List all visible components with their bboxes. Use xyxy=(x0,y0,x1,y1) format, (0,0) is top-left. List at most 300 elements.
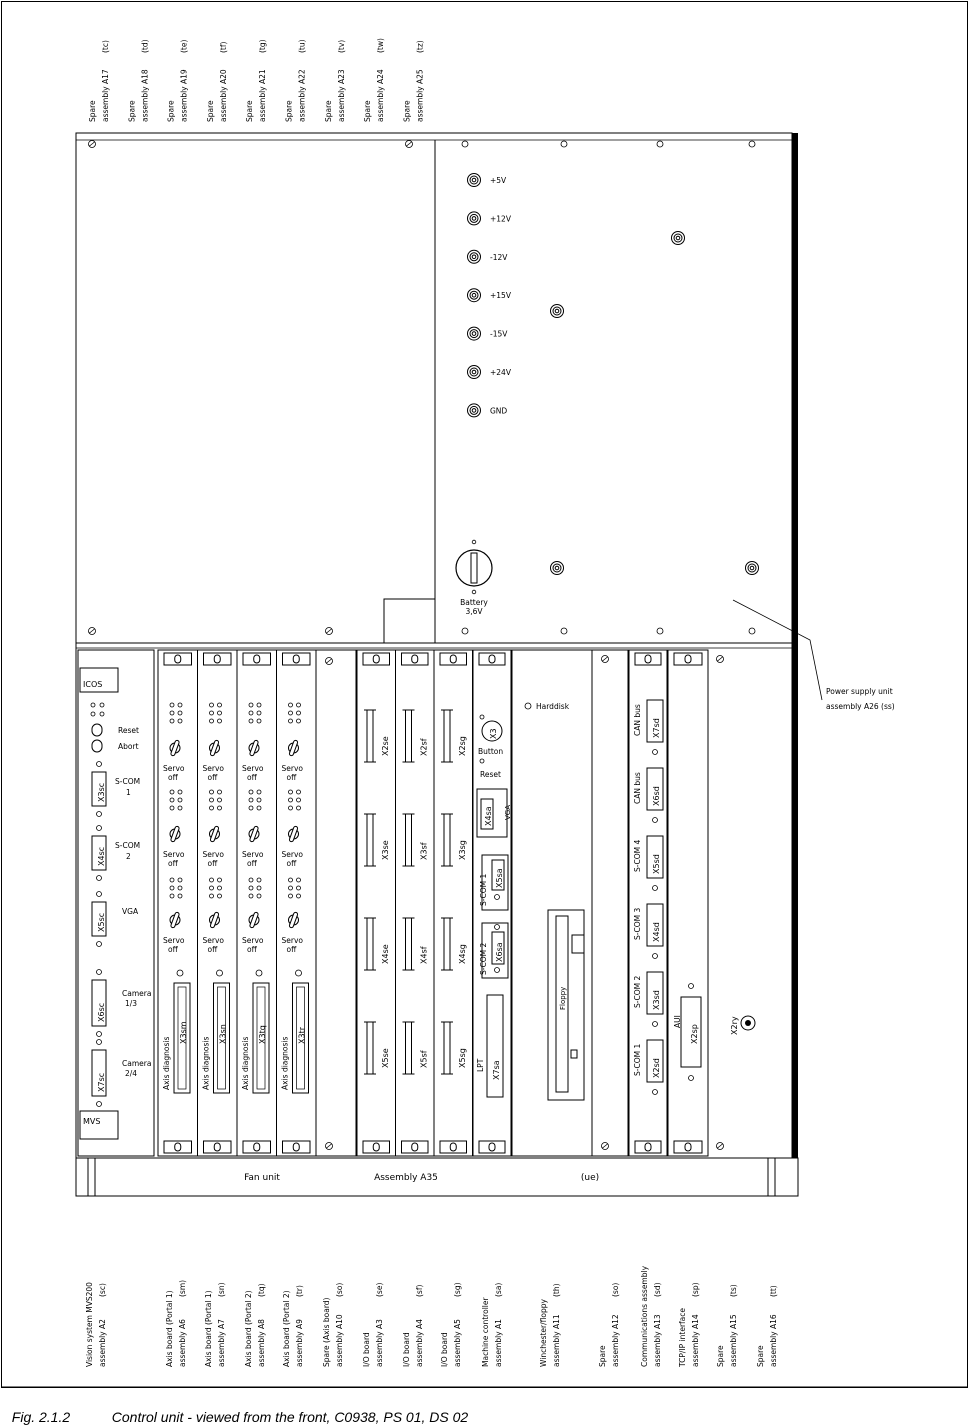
io-connector-label: X4sg xyxy=(458,944,467,964)
led-icon xyxy=(218,798,222,802)
axis-connector-label: X3sm xyxy=(179,1021,188,1044)
scom2-label: S-COM 2 xyxy=(479,942,488,975)
comm-connector-label: X3sd xyxy=(652,990,661,1010)
winchester-floppy-card xyxy=(512,650,628,1156)
led-icon xyxy=(218,894,222,898)
comm-port-label: S-COM 4 xyxy=(633,839,642,872)
servo-off-label: off xyxy=(247,945,257,954)
communications-card xyxy=(629,650,667,1156)
voltage-label: +15V xyxy=(490,291,511,301)
led-icon xyxy=(257,806,261,810)
jack-outer xyxy=(468,327,481,340)
handle-slot xyxy=(645,655,651,663)
vision-connector-label: X5sc xyxy=(97,912,106,932)
axis-diagnosis-label: Axis diagnosis xyxy=(162,1036,171,1090)
hole-icon xyxy=(480,715,484,719)
jack-icon xyxy=(468,327,481,340)
assembly-a35-label: Assembly A35 xyxy=(374,1173,438,1183)
led-icon xyxy=(297,878,301,882)
toggle-lever xyxy=(289,740,298,756)
jack-inner xyxy=(555,566,559,570)
jack-inner xyxy=(472,370,476,374)
handle-slot xyxy=(293,655,299,663)
handle-slot xyxy=(645,1143,651,1151)
bottom-label-line2: assembly A3 xyxy=(375,1319,384,1367)
bottom-label-code: (se) xyxy=(375,1282,384,1297)
handle-slot xyxy=(175,1143,181,1151)
led-icon xyxy=(210,806,214,810)
hole-icon xyxy=(749,628,755,634)
led-icon xyxy=(178,711,182,715)
toggle-switch-icon xyxy=(170,826,180,842)
toggle-lever xyxy=(210,826,219,842)
vision-port-sublabel: 1/3 xyxy=(125,999,138,1008)
bottom-label-line1: Vision system MVS200 xyxy=(85,1282,94,1367)
top-label-line1: Spare xyxy=(323,100,333,122)
voltage-label: -12V xyxy=(490,252,508,262)
vision-connector-label: X6sc xyxy=(97,1002,106,1022)
servo-label: Servo xyxy=(202,936,224,945)
axis-board-cards xyxy=(158,650,316,1156)
comm-connector-label: X4sd xyxy=(652,922,661,942)
led-icon xyxy=(289,790,293,794)
screw-icon xyxy=(326,1143,333,1150)
io-connector-body xyxy=(367,918,373,970)
led-icon xyxy=(297,703,301,707)
battery-value: 3,6V xyxy=(465,607,483,616)
axis-connector-label: X3tr xyxy=(297,1027,307,1044)
servo-label: Servo xyxy=(281,764,303,773)
aui-label: AUI xyxy=(673,1015,682,1028)
top-label-line1: Spare xyxy=(88,100,97,122)
hole-icon xyxy=(97,826,102,831)
vision-port-label: S-COM xyxy=(115,841,141,850)
screw-slot xyxy=(718,657,723,661)
servo-label: Servo xyxy=(202,764,224,773)
vision-port-sublabel: 2/4 xyxy=(125,1069,138,1078)
comm-port-label: S-COM 2 xyxy=(633,975,642,1008)
power-supply-callout: Power supply unit xyxy=(826,687,893,696)
bottom-label-code: (sp) xyxy=(691,1282,700,1297)
top-label-line2: assembly A22 xyxy=(297,69,307,122)
led-icon xyxy=(218,886,222,890)
vision-connector-label: X4sc xyxy=(97,846,106,866)
led-icon xyxy=(297,806,301,810)
comm-connector-label: X2sd xyxy=(652,1058,661,1078)
toggle-lever xyxy=(170,740,179,756)
hole-icon xyxy=(256,970,262,976)
jack-mid xyxy=(470,253,478,261)
servo-off-label: off xyxy=(168,773,178,782)
bottom-label-line1: Spare xyxy=(756,1345,765,1367)
x2sp-label: X2sp xyxy=(690,1024,699,1044)
bottom-label-line2: assembly A13 xyxy=(653,1314,662,1367)
hole-icon xyxy=(653,750,658,755)
top-label-line1: Spare xyxy=(166,100,176,122)
bottom-label-code: (sa) xyxy=(494,1282,503,1297)
led-icon xyxy=(210,719,214,723)
battery-icon xyxy=(456,550,492,586)
servo-label: Servo xyxy=(163,850,185,859)
led-icon xyxy=(218,878,222,882)
hole-icon xyxy=(525,703,531,709)
voltage-label: +5V xyxy=(490,176,507,185)
jack-inner xyxy=(472,332,476,336)
led-icon xyxy=(257,703,261,707)
floppy-eject xyxy=(572,935,584,953)
hole-icon xyxy=(97,812,102,817)
handle-slot xyxy=(412,655,418,663)
jack-icon xyxy=(468,212,481,225)
led-icon xyxy=(91,712,95,716)
bottom-label-line2: assembly A12 xyxy=(611,1314,620,1367)
servo-off-label: off xyxy=(168,945,178,954)
led-icon xyxy=(210,711,214,715)
toggle-switch-icon xyxy=(249,740,259,756)
bottom-label-code: (ts) xyxy=(729,1284,738,1297)
battery-slot xyxy=(471,553,477,583)
x6sa-label: X6sa xyxy=(495,942,504,962)
x3-label: X3 xyxy=(489,728,498,739)
led-icon xyxy=(178,719,182,723)
jack-icon xyxy=(468,289,481,302)
bottom-label-line2: assembly A15 xyxy=(729,1314,738,1367)
hole-icon xyxy=(472,590,476,594)
ue-label: (ue) xyxy=(580,1173,600,1183)
servo-label: Servo xyxy=(202,850,224,859)
io-connector-body xyxy=(406,1022,412,1074)
comm-port-label: CAN bus xyxy=(633,704,642,736)
led-icon xyxy=(249,711,253,715)
hole-icon xyxy=(97,892,102,897)
jack-icon xyxy=(468,404,481,417)
io-connector-label: X4se xyxy=(381,944,390,964)
led-icon xyxy=(297,711,301,715)
jack-icon xyxy=(551,305,564,318)
bottom-label-code: (tr) xyxy=(295,1285,304,1297)
hole-icon xyxy=(689,984,694,989)
top-label-code: (te) xyxy=(179,39,189,53)
led-icon xyxy=(289,894,293,898)
spare-a12-slot xyxy=(592,650,628,1156)
led-icon xyxy=(249,719,253,723)
toggle-lever xyxy=(210,912,219,928)
vision-port-label: S-COM xyxy=(115,777,141,786)
handle-slot xyxy=(373,655,379,663)
jack-icon xyxy=(672,232,685,245)
io-connector-body xyxy=(444,814,450,866)
led-icon xyxy=(257,790,261,794)
mc-reset-label: Reset xyxy=(480,770,501,779)
io-connector-body xyxy=(444,918,450,970)
led-icon xyxy=(170,878,174,882)
led-icon xyxy=(178,703,182,707)
top-label-code: (tz) xyxy=(415,40,425,53)
hole-icon xyxy=(689,1076,694,1081)
io-connector-label: X3sg xyxy=(458,840,467,860)
comm-port-label: S-COM 1 xyxy=(633,1043,642,1076)
led-icon xyxy=(257,711,261,715)
hole-icon xyxy=(653,954,658,959)
bottom-label-line1: Spare (Axis board) xyxy=(322,1297,331,1367)
servo-off-label: off xyxy=(168,859,178,868)
screw-icon xyxy=(406,141,413,148)
led-icon xyxy=(178,894,182,898)
toggle-switch-icon xyxy=(210,912,220,928)
hole-icon xyxy=(657,628,663,634)
icos-label: ICOS xyxy=(83,680,103,689)
bottom-label-code: (sf) xyxy=(415,1284,424,1297)
x2ry-connector xyxy=(730,1016,755,1035)
card-rack xyxy=(76,643,798,1196)
led-icon xyxy=(257,878,261,882)
led-icon xyxy=(170,806,174,810)
bottom-label-line2: assembly A2 xyxy=(98,1319,107,1367)
hole-icon xyxy=(177,970,183,976)
hole-icon xyxy=(653,886,658,891)
top-label-code: (tg) xyxy=(258,39,268,53)
screw-icon xyxy=(326,628,333,635)
button-label: Button xyxy=(478,747,504,756)
io-connector-label: X3sf xyxy=(419,842,429,860)
jack-outer xyxy=(468,212,481,225)
battery-label: Battery xyxy=(460,598,488,607)
led-icon xyxy=(297,886,301,890)
toggle-switch-icon xyxy=(289,912,299,928)
bottom-label-code: (tq) xyxy=(257,1283,266,1297)
bottom-label-line1: I/O board xyxy=(440,1332,449,1367)
hole-icon xyxy=(97,762,102,767)
io-connector-body xyxy=(406,918,412,970)
top-label-line1: Spare xyxy=(205,100,215,122)
handle-slot xyxy=(450,655,456,663)
servo-label: Servo xyxy=(242,936,264,945)
axis-connector-label: X3tq xyxy=(258,1025,267,1044)
top-label-line1: Spare xyxy=(284,100,294,122)
bottom-label-line2: assembly A11 xyxy=(552,1314,561,1367)
comm-port-label: S-COM 3 xyxy=(633,907,642,940)
jack-inner xyxy=(750,566,754,570)
winchester-card-outline xyxy=(512,650,592,1156)
toggle-lever xyxy=(249,740,258,756)
callout-leader xyxy=(733,600,822,700)
servo-off-label: off xyxy=(207,859,218,868)
scom1-label: S-COM 1 xyxy=(479,873,488,906)
upper-enclosure xyxy=(76,133,798,1158)
io-connector-label: X5sf xyxy=(419,1050,429,1068)
io-connector-label: X2sf xyxy=(419,738,429,756)
figure-number: Fig. 2.1.2 xyxy=(11,1409,71,1425)
bottom-label-code: (so) xyxy=(335,1282,344,1297)
screw-icon xyxy=(602,656,609,663)
servo-off-label: off xyxy=(286,773,297,782)
jack-inner xyxy=(472,217,476,221)
hole-icon xyxy=(472,540,476,544)
io-connector-label: X3se xyxy=(381,840,390,860)
servo-label: Servo xyxy=(281,850,303,859)
hole-icon xyxy=(495,968,500,973)
hole-icon xyxy=(653,818,658,823)
led-icon xyxy=(249,894,253,898)
bottom-label-line2: assembly A4 xyxy=(415,1319,424,1367)
handle-slot xyxy=(489,1143,495,1151)
led-icon xyxy=(170,790,174,794)
jack-mid xyxy=(470,330,478,338)
led-icon xyxy=(297,719,301,723)
top-label-line2: assembly A20 xyxy=(218,69,228,122)
top-label-line1: Spare xyxy=(245,100,255,122)
abort-button-icon xyxy=(92,740,102,752)
handle-slot xyxy=(293,1143,299,1151)
bottom-label-code: (sg) xyxy=(453,1282,462,1297)
led-icon xyxy=(170,798,174,802)
top-label-code: (tv) xyxy=(336,39,346,53)
top-label-code: (tc) xyxy=(101,40,110,53)
jack-icon xyxy=(746,562,759,575)
jack-inner xyxy=(472,178,476,182)
vision-port-label: Camera xyxy=(122,989,152,998)
io-connector-body xyxy=(367,1022,373,1074)
io-connector-body xyxy=(444,710,450,762)
bottom-label-line1: TCP/IP interface xyxy=(678,1308,687,1367)
top-label-line2: assembly A18 xyxy=(140,69,150,122)
led-icon xyxy=(249,878,253,882)
led-icon xyxy=(257,886,261,890)
bottom-label-line1: Axis board (Portal 2) xyxy=(244,1290,253,1367)
spare-slot-outline xyxy=(316,650,356,1156)
handle-slot xyxy=(685,1143,691,1151)
servo-label: Servo xyxy=(163,764,185,773)
jack-outer xyxy=(468,289,481,302)
io-connector-label: X2sg xyxy=(458,736,467,756)
led-icon xyxy=(249,886,253,890)
hole-icon xyxy=(217,970,223,976)
io-connector-body xyxy=(406,710,412,762)
voltage-label: +12V xyxy=(490,214,511,224)
hole-icon xyxy=(480,759,484,763)
screw-slot xyxy=(603,1144,608,1148)
figure-caption xyxy=(4,1393,468,1425)
handle-slot xyxy=(254,1143,260,1151)
servo-off-label: off xyxy=(286,859,297,868)
bottom-label-code: (th) xyxy=(552,1283,561,1297)
toggle-switch-icon xyxy=(210,826,220,842)
bottom-label-line2: assembly A8 xyxy=(257,1319,266,1367)
hole-icon xyxy=(97,876,102,881)
harddisk-label: Harddisk xyxy=(536,702,570,711)
io-board-cards xyxy=(357,650,473,1156)
led-icon xyxy=(218,711,222,715)
voltage-label: +24V xyxy=(490,368,511,377)
led-icon xyxy=(297,798,301,802)
reset-label: Reset xyxy=(118,726,139,735)
screw-slot xyxy=(90,629,95,633)
led-icon xyxy=(178,790,182,794)
led-icon xyxy=(91,703,95,707)
jack-outer xyxy=(468,250,481,263)
led-icon xyxy=(210,894,214,898)
bottom-label-code: (sd) xyxy=(653,1282,662,1297)
machine-controller-card xyxy=(473,650,512,1156)
led-icon xyxy=(170,719,174,723)
servo-off-label: off xyxy=(286,945,297,954)
reset-button-icon xyxy=(92,724,102,736)
bottom-label-line2: assembly A6 xyxy=(178,1319,187,1367)
jack-icon xyxy=(468,250,481,263)
bottom-label-code: (sc) xyxy=(98,1283,107,1297)
screw-icon xyxy=(326,658,333,665)
hole-icon xyxy=(657,141,663,147)
bottom-label-line1: I/O board xyxy=(362,1332,371,1367)
handle-slot xyxy=(214,655,220,663)
x4sa-label: X4sa xyxy=(484,806,493,826)
led-icon xyxy=(170,894,174,898)
hole-icon xyxy=(97,970,102,975)
vision-card-outline xyxy=(78,650,154,1156)
led-icon xyxy=(178,798,182,802)
bottom-label-line2: assembly A9 xyxy=(295,1319,304,1367)
handle-slot xyxy=(489,655,495,663)
axis-diagnosis-label: Axis diagnosis xyxy=(241,1036,250,1090)
servo-off-label: off xyxy=(207,945,218,954)
comm-connector-label: X6sd xyxy=(652,786,661,806)
toggle-lever xyxy=(170,826,179,842)
bottom-label-line1: I/O board xyxy=(402,1332,411,1367)
top-label-code: (tf) xyxy=(218,41,228,53)
io-connector-label: X2se xyxy=(381,736,390,756)
bottom-label-line1: Spare xyxy=(598,1345,607,1367)
led-icon xyxy=(210,886,214,890)
led-icon xyxy=(210,878,214,882)
bottom-label-code: (sn) xyxy=(217,1282,226,1297)
top-label-line1: Spare xyxy=(402,100,412,122)
jack-mid xyxy=(470,406,478,414)
led-icon xyxy=(170,703,174,707)
io-card-outline xyxy=(357,650,396,1156)
screw-icon xyxy=(89,141,96,148)
screw-slot xyxy=(718,1144,723,1148)
toggle-switch-icon xyxy=(289,826,299,842)
led-icon xyxy=(170,711,174,715)
handle-slot xyxy=(175,655,181,663)
handle-slot xyxy=(254,655,260,663)
led-icon xyxy=(257,798,261,802)
servo-label: Servo xyxy=(281,936,303,945)
jack-mid xyxy=(553,564,561,572)
handle-slot xyxy=(373,1143,379,1151)
vga-label: VGA xyxy=(504,804,512,820)
screw-icon xyxy=(717,656,724,663)
top-label-line2: assembly A25 xyxy=(415,69,425,122)
bottom-label-line2: assembly A7 xyxy=(217,1319,226,1367)
screw-slot xyxy=(327,659,332,663)
power-supply-callout-code: assembly A26 (ss) xyxy=(826,702,895,711)
hole-icon xyxy=(653,1090,658,1095)
led-icon xyxy=(100,703,104,707)
led-icon xyxy=(289,878,293,882)
jack-mid xyxy=(553,307,561,315)
bottom-label-line1: Machine controller xyxy=(481,1297,490,1367)
spare-axis-slot xyxy=(316,650,356,1156)
hole-icon xyxy=(296,970,302,976)
hole-icon xyxy=(653,1022,658,1027)
toggle-lever xyxy=(289,826,298,842)
led-icon xyxy=(210,790,214,794)
jack-mid xyxy=(674,234,682,242)
top-label-line2: assembly A19 xyxy=(179,69,189,122)
hole-icon xyxy=(97,1102,102,1107)
jack-mid xyxy=(748,564,756,572)
